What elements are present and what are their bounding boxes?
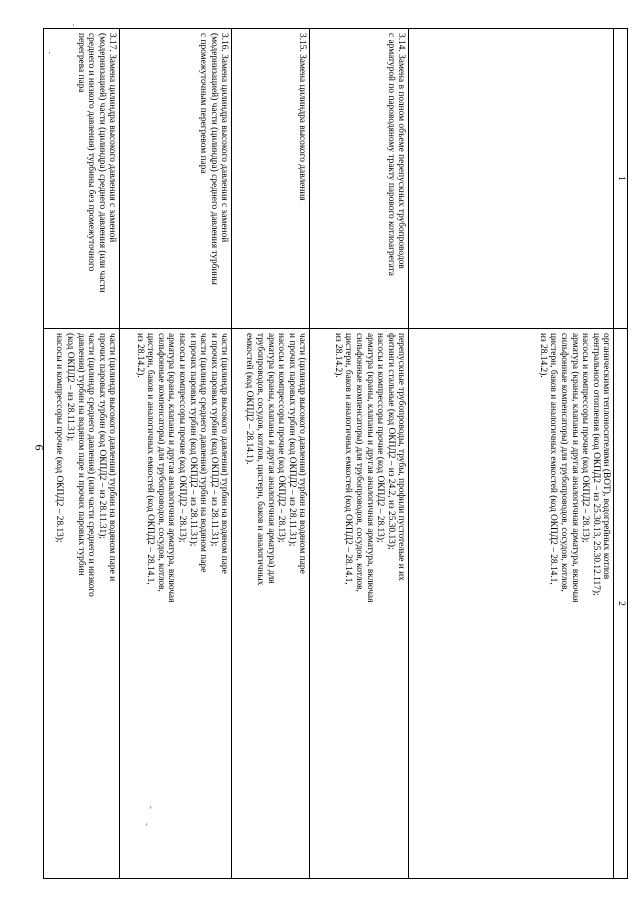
text-line: 3.15. Замена цилиндра высокого давления xyxy=(297,33,308,201)
equipment-table xyxy=(43,28,628,879)
text-line: емкостей (код ОКПД2 – 28.14.1). xyxy=(244,333,255,465)
text-line: органическими теплоносителями (ВОТ), водогрейных котлов xyxy=(601,333,612,580)
text-line: с арматурой по пароводяному тракту парового котлоагрегата xyxy=(385,33,396,276)
table-row xyxy=(44,29,120,879)
page-number: 6 xyxy=(32,444,47,451)
text-line: давления) турбин на водяном паре и прочих паровых турбин xyxy=(75,333,86,576)
text-line: цистерн, баков и аналогичных емкостей (код ОКПД2 – 28.14.1, xyxy=(343,333,354,585)
text-line: (модернизацией) части (цилиндра) среднего давления (или части xyxy=(96,33,107,293)
text-line: 3.17. Замена цилиндра высокого давления с заменой xyxy=(107,33,118,243)
text-line: (модернизацией) части (цилиндра) среднего давления турбины xyxy=(208,33,219,285)
margin-mark: · xyxy=(48,48,51,58)
text-line: с промежуточным перегревом пара xyxy=(198,33,209,174)
text-line: и прочих паровых турбин (код ОКПД2 – из 28.11.31); xyxy=(208,333,219,547)
text-line: насосы и компрессоры прочие (код ОКПД2 – 28.13); xyxy=(580,333,591,543)
equipment-list-cell xyxy=(120,329,232,879)
text-line: насосы и компрессоры прочие (код ОКПД2 – 28.13); xyxy=(375,333,386,543)
rotated-page xyxy=(54,28,628,878)
table-header-row xyxy=(614,29,628,879)
text-line: арматура (краны, клапаны и другая аналогичная арматура, включая xyxy=(166,333,177,603)
text-line: центрального отопления (код ОКПД2 – из 25.30.13, 25.30.12.117); xyxy=(590,333,601,596)
text-line: арматура (краны, клапаны и другая аналогичная арматура, включая xyxy=(364,333,375,603)
text-line: насосы и компрессоры прочие (код ОКПД2 – 28.13); xyxy=(276,333,287,543)
text-line: среднего и низкого давления) турбины без промежуточного xyxy=(86,33,97,272)
column-header-2: 2 xyxy=(614,329,628,879)
table-row xyxy=(310,29,409,879)
text-line: из 28.14.2). xyxy=(537,333,548,378)
text-line: и прочих паровых турбин (код ОКПД2 – из 28.11.31); xyxy=(286,333,297,547)
margin-mark: ' xyxy=(146,822,148,832)
text-line: части (цилиндр среднего давления) (или части среднего и низкого xyxy=(86,333,97,597)
text-line: части (цилиндр высокого давления) турбин на водяном паре и xyxy=(107,333,118,582)
table-row xyxy=(409,29,614,879)
text-line: части (цилиндр высокого давления) турбин на водяном паре xyxy=(297,333,308,574)
text-line: насосы и компрессоры прочие (код ОКПД2 – 28.13); xyxy=(177,333,188,543)
text-line: цистерн, баков и аналогичных емкостей (код ОКПД2 – 28.14.1, xyxy=(145,333,156,585)
equipment-list-cell xyxy=(409,329,614,879)
work-description-cell xyxy=(120,29,232,329)
text-line: части (цилиндр среднего давления) турбин на водяном паре xyxy=(198,333,209,573)
text-line: насосы и компрессоры прочие (код ОКПД2 – 28.13); xyxy=(54,333,65,543)
text-line: перегрева пара xyxy=(75,33,86,93)
equipment-list-cell xyxy=(44,329,120,879)
equipment-list-cell xyxy=(310,329,409,879)
column-header-1: 1 xyxy=(614,29,628,329)
text-line: арматура (краны, клапаны и другая аналогичная арматура) для xyxy=(265,333,276,584)
work-description-cell xyxy=(310,29,409,329)
work-description-cell xyxy=(409,29,614,329)
text-line: и прочих паровых турбин (код ОКПД2 – из 28.11.31); xyxy=(187,333,198,547)
table-row xyxy=(120,29,232,879)
work-description-cell xyxy=(44,29,120,329)
margin-mark: ' xyxy=(150,805,152,815)
text-line: 3.14. Замена в полном объеме перепускных трубопроводов xyxy=(396,33,407,269)
text-line: цистерн, баков и аналогичных емкостей (код ОКПД2 – 28.14.1, xyxy=(548,333,559,585)
equipment-list-cell xyxy=(232,329,310,879)
text-line: части (цилиндр высокого давления) турбин на водяном паре xyxy=(219,333,230,574)
text-line: из 28.14.2). xyxy=(134,333,145,378)
table-row xyxy=(232,29,310,879)
text-line: фитинги стальные (код ОКПД2 – из 24.2, из 25.30.13); xyxy=(385,333,396,550)
text-line: 3.16. Замена цилиндра высокого давления с заменой xyxy=(219,33,230,243)
margin-mark: · xyxy=(72,20,75,30)
text-line: сильфонные компенсаторы) для трубопроводов, сосудов, котлов, xyxy=(559,333,570,592)
text-line: перепускные трубопроводы, трубы, профили пустотелые и их xyxy=(396,333,407,581)
work-description-cell xyxy=(232,29,310,329)
text-line: (код ОКПД2 – из 28.11.31); xyxy=(65,333,76,442)
text-line: арматура (краны, клапаны и другая аналогичная арматура, включая xyxy=(569,333,580,603)
text-line: сильфонные компенсаторы) для трубопроводов, сосудов, котлов, xyxy=(354,333,365,592)
text-line: из 28.14.2). xyxy=(332,333,343,378)
text-line: сильфонные компенсаторы) для трубопроводов, сосудов, котлов, xyxy=(155,333,166,592)
text-line: прочих паровых турбин (код ОКПД2 – из 28.11.31); xyxy=(96,333,107,539)
text-line: трубопроводов, сосудов, котлов, цистерн, баков и аналогичных xyxy=(255,333,266,586)
